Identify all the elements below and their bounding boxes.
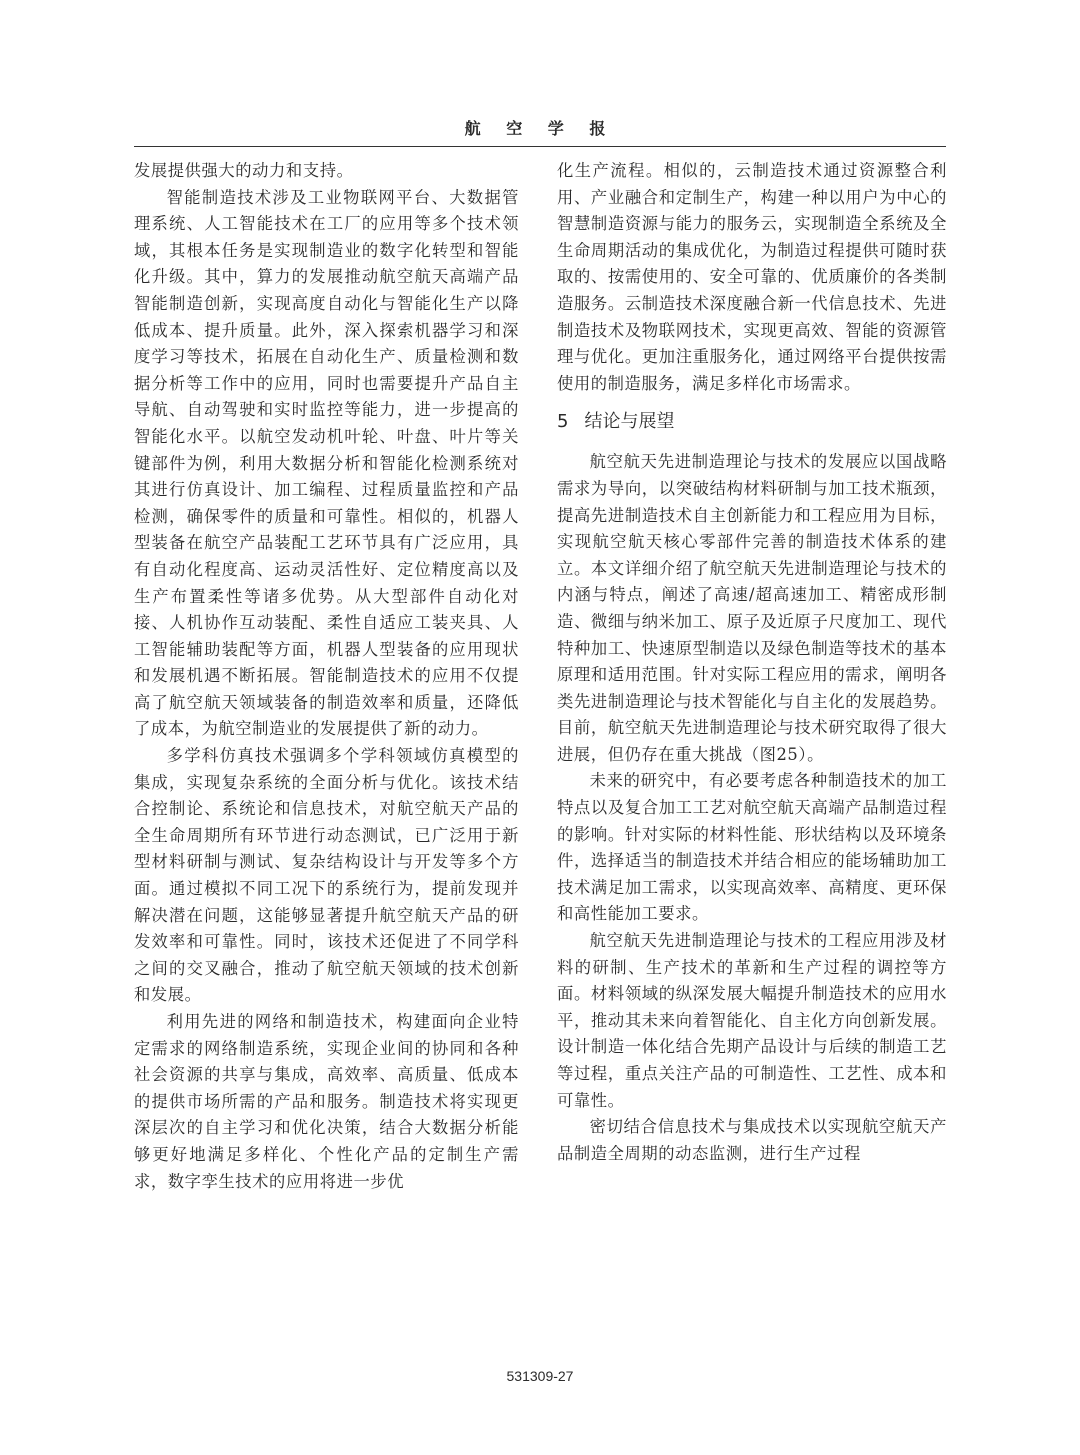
paragraph: 发展提供强大的动力和支持。 <box>134 161 354 180</box>
section-heading <box>557 409 947 435</box>
section-title: 结论与展望 <box>584 411 675 433</box>
paragraph: 航空航天先进制造理论与技术的工程应用涉及材料的研制、生产技术的革新和生产过程的调控等方面。材料领域的纵深发展大幅提升制造技术的应用水平，推动其未来向着智能化、自主化方向创新发展。设计制造一体化结合先期产品设计与后续的制造工艺等过程，重点关注产品的可制造性、工艺性、成本和可靠性。 <box>557 931 947 1110</box>
paragraph: 利用先进的网络和制造技术，构建面向企业特定需求的网络制造系统，实现企业间的协同和各种社会资源的共享与集成，高效率、高质量、低成本的提供市场所需的产品和服务。制造技术将实现更深层次的自主学习和优化决策，结合大数据分析能够更好地满足多样化、个性化产品的定制生产需求，数字孪生技术的应用将进一步优 <box>134 1012 519 1191</box>
journal-title: 航 空 学 报 <box>464 119 616 138</box>
paragraph: 密切结合信息技术与集成技术以实现航空航天产品制造全周期的动态监测，进行生产过程 <box>557 1117 947 1163</box>
page-number: 531309-27 <box>506 1368 574 1384</box>
paragraph: 多学科仿真技术强调多个学科领域仿真模型的集成，实现复杂系统的全面分析与优化。该技术结合控制论、系统论和信息技术，对航空航天产品的全生命周期所有环节进行动态测试，已广泛用于新型材料研制与测试、复杂结构设计与开发等多个方面。通过模拟不同工况下的系统行为，提前发现并解决潜在问题，这能够显著提升航空航天产品的研发效率和可靠性。同时，该技术还促进了不同学科之间的交叉融合，推动了航空航天领域的技术创新和发展。 <box>134 746 519 1005</box>
paragraph: 智能制造技术涉及工业物联网平台、大数据管理系统、人工智能技术在工厂的应用等多个技术领域，其根本任务是实现制造业的数字化转型和智能化升级。其中，算力的发展推动航空航天高端产品智能制造创新，实现高度自动化与智能化生产以降低成本、提升质量。此外，深入探索机器学习和深度学习等技术，拓展在自动化生产、质量检测和数据分析等工作中的应用，同时也需要提升产品自主导航、自动驾驶和实时监控等能力，进一步提高的智能化水平。以航空发动机叶轮、叶盘、叶片等关键部件为例，利用大数据分析和智能化检测系统对其进行仿真设计、加工编程、过程质量监控和产品检测，确保零件的质量和可靠性。相似的，机器人型装备在航空产品装配工艺环节具有广泛应用，具有自动化程度高、运动灵活性好、定位精度高以及生产布置柔性等诸多优势。从大型部件自动化对接、人机协作互动装配、柔性自适应工装夹具、人工智能辅助装配等方面，机器人型装备的应用现状和发展机遇不断拓展。智能制造技术的应用不仅提高了航空航天领域装备的制造效率和质量，还降低了成本，为航空制造业的发展提供了新的动力。 <box>134 187 519 739</box>
section-number: 5 <box>557 411 569 433</box>
right-column <box>557 158 947 1167</box>
left-column <box>134 158 519 1195</box>
header-rule <box>134 146 946 147</box>
paragraph: 未来的研究中，有必要考虑各种制造技术的加工特点以及复合加工工艺对航空航天高端产品制造过程的影响。针对实际的材料性能、形状结构以及环境条件，选择适当的制造技术并结合相应的能场辅助加工技术满足加工需求，以实现高效率、高精度、更环保和高性能加工要求。 <box>557 771 947 924</box>
paragraph: 航空航天先进制造理论与技术的发展应以国战略需求为导向，以突破结构材料研制与加工技术瓶颈，提高先进制造技术自主创新能力和工程应用为目标，实现航空航天核心零部件完善的制造技术体系的建立。本文详细介绍了航空航天先进制造理论与技术的内涵与特点，阐述了高速/超高速加工、精密成形制造、微细与纳米加工、原子及近原子尺度加工、现代特种加工、快速原型制造以及绿色制造等技术的基本原理和适用范围。针对实际工程应用的需求，阐明各类先进制造理论与技术智能化与自主化的发展趋势。目前，航空航天先进制造理论与技术研究取得了很大进展，但仍存在重大挑战（图25）。 <box>557 452 947 764</box>
paragraph: 化生产流程。相似的，云制造技术通过资源整合利用、产业融合和定制生产，构建一种以用户为中心的智慧制造资源与能力的服务云，实现制造全系统及全生命周期活动的集成优化，为制造过程提供可随时获取的、按需使用的、安全可靠的、优质廉价的各类制造服务。云制造技术深度融合新一代信息技术、先进制造技术及物联网技术，实现更高效、智能的资源管理与优化。更加注重服务化，通过网络平台提供按需使用的制造服务，满足多样化市场需求。 <box>557 161 947 393</box>
